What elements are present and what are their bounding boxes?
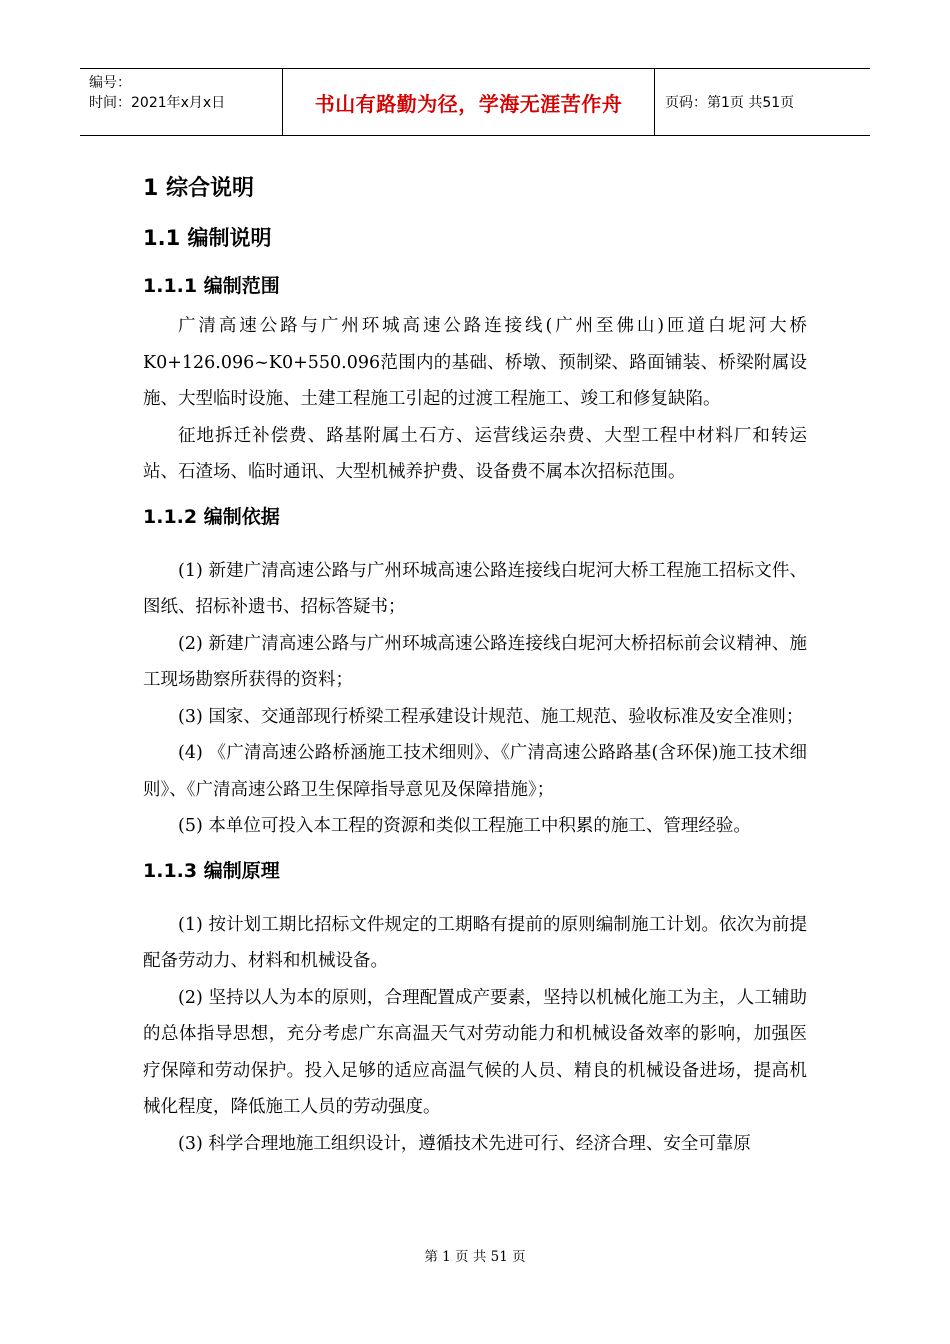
section-title-basis: 1.1.2 编制依据: [143, 505, 280, 528]
section-title-principles: 1.1.3 编制原理: [143, 859, 280, 882]
heading-level-2: 1.1 编制说明: [143, 226, 272, 250]
list-item: (5) 本单位可投入本工程的资源和类似工程施工中积累的施工、管理经验。: [178, 816, 751, 836]
list-item: (2) 坚持以人为本的原则，合理配置成产要素，坚持以机械化施工为主，人工辅助的总体指导思想，充分考虑广东高温天气对劳动能力和机械设备效率的影响，加强医疗保障和劳动保护。投入足够的适应高温气候的人员、精良的机械设备进场，提高机械化程度，降低施工人员的劳动强度。: [143, 987, 807, 1117]
list-item: (2) 新建广清高速公路与广州环城高速公路连接线白坭河大桥招标前会议精神、施工现场勘察所获得的资料；: [143, 633, 807, 690]
paragraph: 广清高速公路与广州环城高速公路连接线(广州至佛山)匝道白坭河大桥K0+126.096~K0+550.096范围内的基础、桥墩、预制梁、路面铺装、桥梁附属设施、大型临时设施、土建工程施工引起的过渡工程施工、竣工和修复缺陷。: [143, 316, 807, 409]
header-meta: [80, 69, 282, 135]
list-item: (3) 国家、交通部现行桥梁工程承建设计规范、施工规范、验收标准及安全准则；: [178, 706, 804, 727]
header-motto-cell: [282, 69, 655, 135]
heading-level-1: 1 综合说明: [143, 176, 254, 201]
list-item: (1) 按计划工期比招标文件规定的工期略有提前的原则编制施工计划。依次为前提配备劳动力、材料和机械设备。: [143, 914, 807, 971]
list-item: (4) 《广清高速公路桥涵施工技术细则》、《广清高速公路路基(含环保)施工技术细则》、《广清高速公路卫生保障指导意见及保障措施》；: [143, 743, 807, 800]
code-label: 编号：: [89, 75, 131, 91]
header-motto: 书山有路勤为径，学海无涯苦作舟: [314, 91, 623, 116]
header-page-info: 页码：第1页 共51页: [665, 95, 795, 111]
list-item: (1) 新建广清高速公路与广州环城高速公路连接线白坭河大桥工程施工招标文件、图纸、招标补遗书、招标答疑书；: [143, 560, 807, 617]
document-body: [143, 160, 807, 1162]
spacer: [143, 539, 807, 553]
page-header: [80, 68, 870, 136]
date-label: 时间：2021年x月x日: [89, 95, 226, 111]
list-item: (3) 科学合理地施工组织设计，遵循技术先进可行、经济合理、安全可靠原: [178, 1133, 751, 1154]
section-title-scope: 1.1.1 编制范围: [143, 275, 280, 297]
page-footer: 第 1 页 共 51 页: [424, 1249, 526, 1265]
paragraph: 征地拆迁补偿费、路基附属土石方、运营线运杂费、大型工程中材料厂和转运站、石渣场、临时通讯、大型机械养护费、设备费不属本次招标范围。: [143, 425, 807, 482]
spacer: [143, 893, 807, 907]
